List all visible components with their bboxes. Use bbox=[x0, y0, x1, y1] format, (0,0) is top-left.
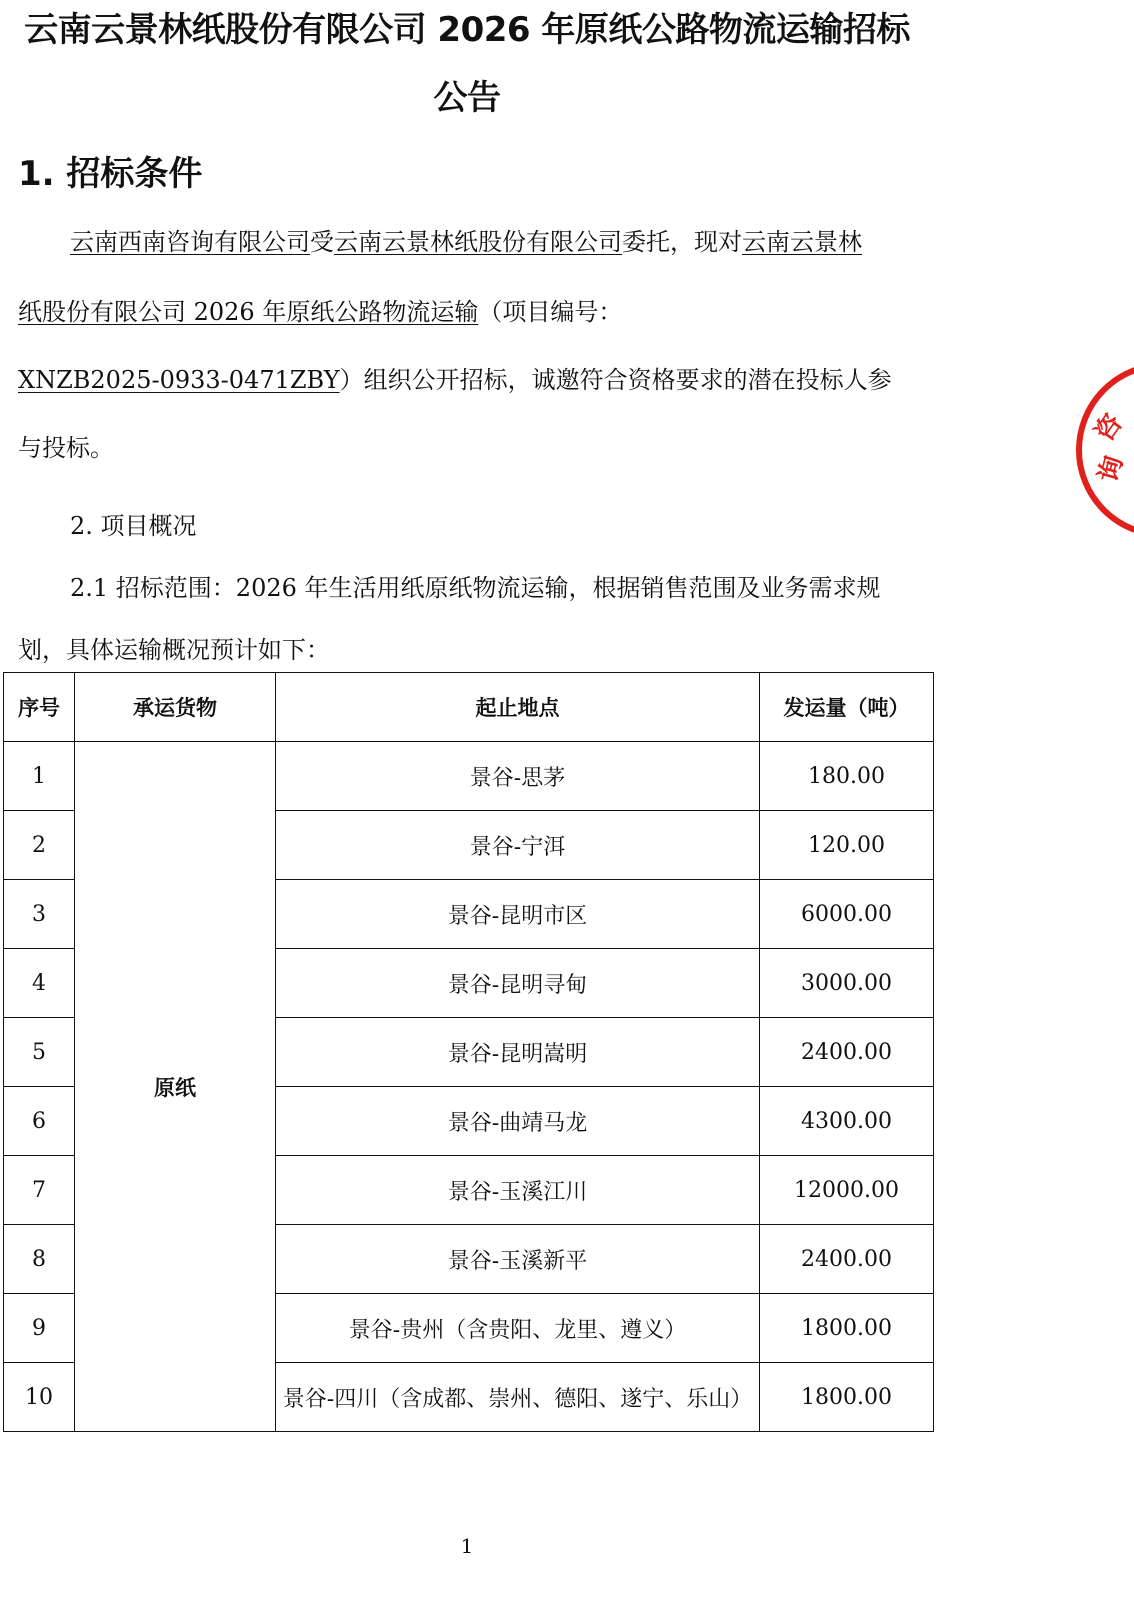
paragraph-text: ）组织公开招标，诚邀符合资格要求的潜在投标人参 bbox=[339, 366, 892, 394]
project-name-part: 纸股份有限公司 2026 年原纸公路物流运输 bbox=[18, 298, 479, 326]
route-cell: 景谷-昆明嵩明 bbox=[276, 1018, 760, 1087]
goods-cell: 原纸 bbox=[75, 742, 276, 1432]
route-cell: 景谷-四川（含成都、崇州、德阳、遂宁、乐山） bbox=[276, 1363, 760, 1432]
column-header-route: 起止地点 bbox=[276, 673, 760, 742]
column-header-volume: 发运量（吨） bbox=[760, 673, 934, 742]
row-number: 7 bbox=[4, 1156, 75, 1225]
agent-name: 云南西南咨询有限公司 bbox=[70, 228, 310, 256]
volume-cell: 120.00 bbox=[760, 811, 934, 880]
paragraph-text: （项目编号： bbox=[478, 298, 623, 326]
row-number: 2 bbox=[4, 811, 75, 880]
volume-cell: 1800.00 bbox=[760, 1363, 934, 1432]
route-cell: 景谷-昆明市区 bbox=[276, 880, 760, 949]
row-number: 6 bbox=[4, 1087, 75, 1156]
route-cell: 景谷-昆明寻甸 bbox=[276, 949, 760, 1018]
transport-table bbox=[3, 672, 934, 1432]
section-heading-bidding-conditions: 1. 招标条件 bbox=[18, 154, 203, 194]
route-cell: 景谷-玉溪江川 bbox=[276, 1156, 760, 1225]
volume-cell: 2400.00 bbox=[760, 1018, 934, 1087]
volume-cell: 6000.00 bbox=[760, 880, 934, 949]
route-cell: 景谷-宁洱 bbox=[276, 811, 760, 880]
table-header-row bbox=[4, 673, 934, 742]
volume-cell: 12000.00 bbox=[760, 1156, 934, 1225]
paragraph-line bbox=[18, 432, 114, 464]
row-number: 8 bbox=[4, 1225, 75, 1294]
section-heading-project-overview: 2. 项目概况 bbox=[70, 512, 197, 540]
paragraph-line bbox=[18, 296, 622, 328]
volume-cell: 3000.00 bbox=[760, 949, 934, 1018]
paragraph-text: 委托，现对 bbox=[622, 228, 742, 256]
page-number: 1 bbox=[460, 1534, 474, 1558]
row-number: 3 bbox=[4, 880, 75, 949]
row-number: 9 bbox=[4, 1294, 75, 1363]
scope-text: 划，具体运输概况预计如下： bbox=[18, 636, 330, 664]
row-number: 5 bbox=[4, 1018, 75, 1087]
paragraph-line bbox=[70, 226, 862, 258]
route-cell: 景谷-曲靖马龙 bbox=[276, 1087, 760, 1156]
scope-text: 2.1 招标范围：2026 年生活用纸原纸物流运输，根据销售范围及业务需求规 bbox=[70, 574, 881, 602]
project-name-part: 云南云景林 bbox=[742, 228, 862, 256]
paragraph-text: 与投标。 bbox=[18, 434, 114, 462]
client-name: 云南云景林纸股份有限公司 bbox=[334, 228, 622, 256]
table-row bbox=[4, 742, 934, 811]
route-cell: 景谷-玉溪新平 bbox=[276, 1225, 760, 1294]
company-seal-stamp bbox=[1076, 362, 1134, 538]
paragraph-line bbox=[18, 364, 892, 396]
volume-cell: 1800.00 bbox=[760, 1294, 934, 1363]
row-number: 1 bbox=[4, 742, 75, 811]
seal-character: 询 bbox=[1093, 452, 1130, 486]
project-number: XNZB2025-0933-0471ZBY bbox=[18, 366, 340, 394]
row-number: 10 bbox=[4, 1363, 75, 1432]
paragraph-text: 受 bbox=[310, 228, 334, 256]
document-title-continued: 公告 bbox=[433, 78, 501, 118]
document-title: 云南云景林纸股份有限公司 2026 年原纸公路物流运输招标 bbox=[24, 10, 910, 50]
column-header-goods: 承运货物 bbox=[75, 673, 276, 742]
seal-character: 咨 bbox=[1089, 408, 1129, 448]
row-number: 4 bbox=[4, 949, 75, 1018]
volume-cell: 180.00 bbox=[760, 742, 934, 811]
column-header-no: 序号 bbox=[4, 673, 75, 742]
route-cell: 景谷-贵州（含贵阳、龙里、遵义） bbox=[276, 1294, 760, 1363]
volume-cell: 4300.00 bbox=[760, 1087, 934, 1156]
route-cell: 景谷-思茅 bbox=[276, 742, 760, 811]
volume-cell: 2400.00 bbox=[760, 1225, 934, 1294]
